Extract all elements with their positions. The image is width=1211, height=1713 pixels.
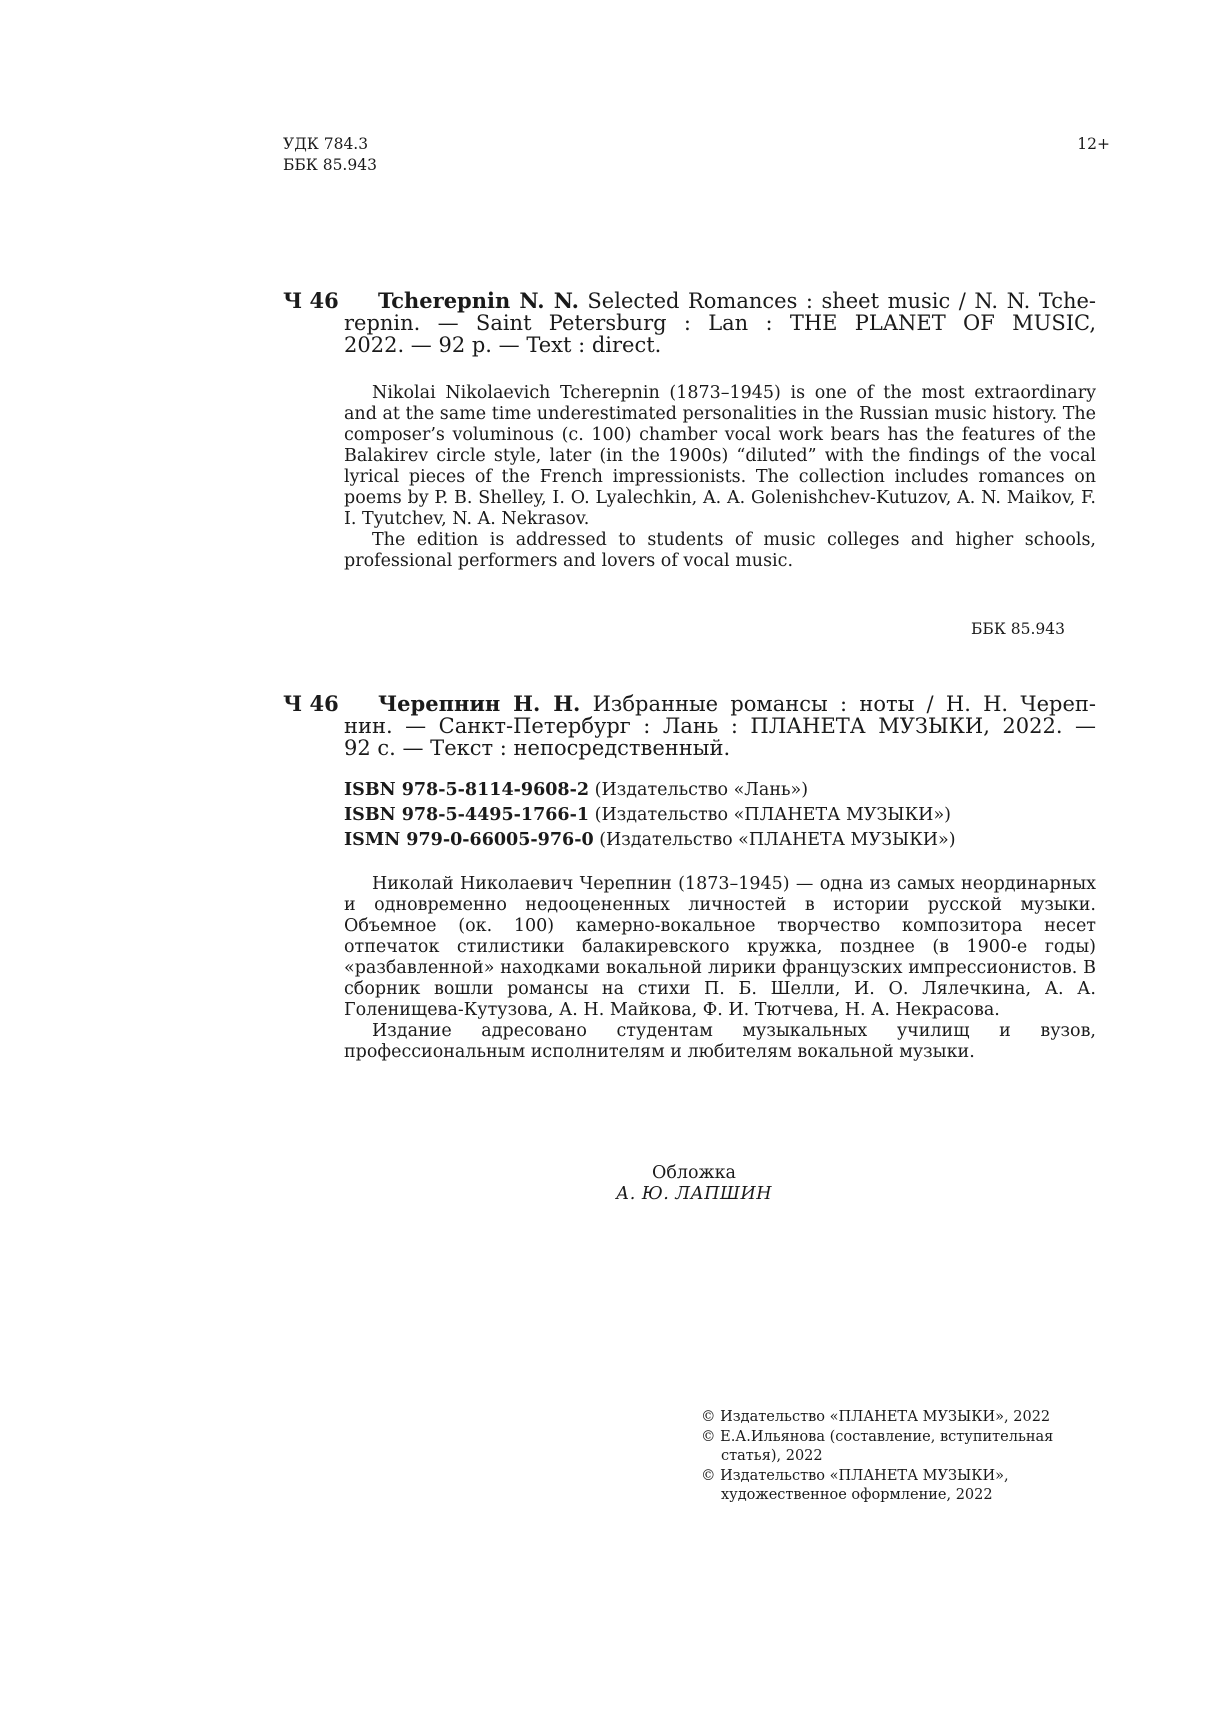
identifier-number: ISBN 978-5-4495-1766-1	[344, 805, 590, 825]
bbk-code-en: ББК 85.943	[971, 620, 1065, 638]
abstract-ru	[344, 874, 1096, 1063]
cover-designer: А. Ю. ЛАПШИН	[616, 1184, 772, 1204]
identifier-row	[344, 805, 1096, 826]
identifier-publisher: (Издательство «ПЛАНЕТА МУЗЫКИ»)	[594, 805, 951, 825]
cover-label: Обложка	[651, 1163, 736, 1183]
abstract-ru-paragraph-1: Николай Николаевич Черепнин (1873–1945) — одна из самых неординарных и одновременно недооцененных личностей в истории русской музыки. Объемное (ок. 100) камерно-вокальное творчество композитора несет отпечаток стилистики балакиревского кружка, позднее (в 1900-е годы) «разбавленной» находками вокальной лирики французских импрессионистов. В сборник вошли романсы на стихи П. Б. Шелли, И. О. Лялечкина, А. А. Голенищева-Кутузова, А. Н. Майкова, Ф. И. Тютчева, Н. А. Некрасова.	[344, 874, 1096, 1020]
identifier-row	[344, 780, 1096, 801]
title-line-1-en: Selected Romances : sheet music / N. N. Tche-	[587, 289, 1096, 313]
abstract-en-paragraph-1: Nikolai Nikolaevich Tcherepnin (1873–1945) is one of the most extraordinary and at the same time underestimated personalities in the Russian music history. The composer’s voluminous (c. 100) chamber vocal work bears has the features of the Balakirev circle style, later (in the 1900s) “diluted” with the findings of the vocal lyrical pieces of the French impressionists. The collection includes romances on poems by P. B. Shelley, I. O. Lyalechkin, A. A. Golenishchev-Kutuzov, A. N. Maikov, F. I. Tyutchev, N. A. Nekrasov.	[344, 383, 1096, 529]
author-mark-ru: Ч 46	[283, 691, 339, 716]
title-line-2-ru: нин. — Санкт-Петербург : Лань : ПЛАНЕТА МУЗЫКИ, 2022. —	[344, 714, 1096, 738]
bibliographic-continuation-en	[344, 312, 1096, 356]
identifier-row	[344, 830, 1096, 851]
identifier-number: ISMN 979-0-66005-976-0	[344, 830, 594, 850]
bbk-code: ББК 85.943	[283, 156, 377, 174]
author-name-ru: Черепнин Н. Н.	[378, 691, 581, 716]
copyright-line: © Е.А.Ильянова (составление, вступительная статья), 2022	[701, 1429, 1054, 1464]
copyright-line: © Издательство «ПЛАНЕТА МУЗЫКИ», художественное оформление, 2022	[701, 1468, 1009, 1503]
abstract-en	[344, 383, 1096, 572]
classification-codes	[283, 134, 377, 176]
abstract-ru-paragraph-2: Издание адресовано студентам музыкальных училищ и вузов, профессиональным исполнителям и любителям вокальной музыки.	[344, 1021, 1096, 1062]
title-line-3-ru: 92 с. — Текст : непосредственный.	[344, 736, 731, 760]
author-mark-en: Ч 46	[283, 288, 339, 313]
copyright-notices	[701, 1408, 1101, 1506]
identifier-publisher: (Издательство «ПЛАНЕТА МУЗЫКИ»)	[599, 830, 956, 850]
identifier-number: ISBN 978-5-8114-9608-2	[344, 780, 590, 800]
author-name-en: Tcherepnin N. N.	[378, 288, 579, 313]
bibliographic-heading-ru	[378, 693, 1096, 715]
bibliographic-continuation-ru	[344, 715, 1096, 759]
title-line-2-en: repnin. — Saint Petersburg : Lan : THE PLANET OF MUSIC,	[344, 311, 1096, 335]
copyright-line: © Издательство «ПЛАНЕТА МУЗЫКИ», 2022	[701, 1409, 1051, 1425]
bibliographic-heading-en	[378, 290, 1096, 312]
abstract-en-paragraph-2: The edition is addressed to students of music colleges and higher schools, professional performers and lovers of vocal music.	[344, 530, 1096, 571]
udk-code: УДК 784.3	[283, 135, 369, 153]
age-rating: 12+	[1077, 135, 1110, 153]
title-line-1-ru: Избранные романсы : ноты / Н. Н. Череп-	[592, 692, 1096, 716]
cover-credit	[544, 1163, 844, 1205]
title-line-3-en: 2022. — 92 p. — Text : direct.	[344, 333, 662, 357]
identifiers-list	[344, 780, 1096, 855]
identifier-publisher: (Издательство «Лань»)	[594, 780, 809, 800]
